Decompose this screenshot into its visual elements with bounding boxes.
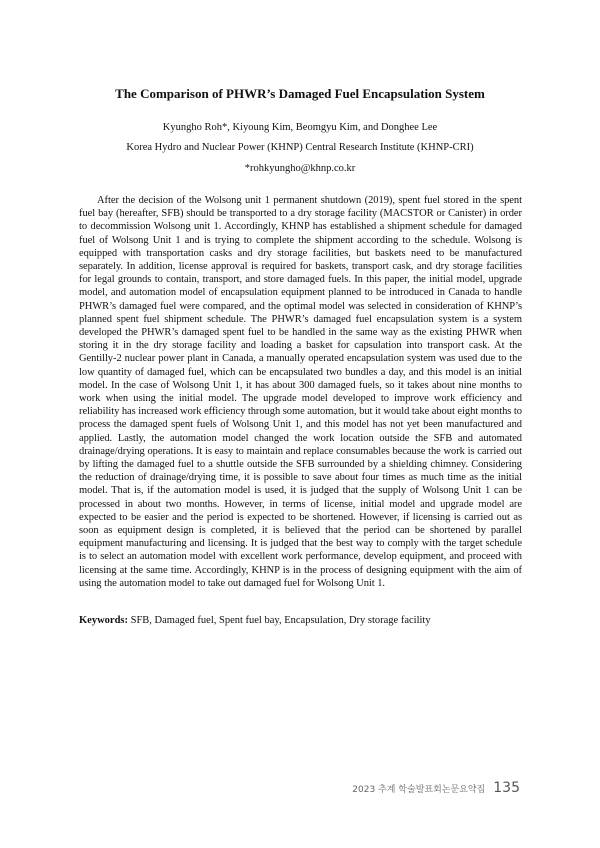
conference-name: 2023 추계 학술발표회논문요약집 xyxy=(352,785,486,795)
author-list: Kyungho Roh*, Kiyoung Kim, Beomgyu Kim, and Donghee Lee xyxy=(162,122,438,133)
paper-title: The Comparison of PHWR’s Damaged Fuel Encapsulation System xyxy=(115,86,485,101)
affiliation: Korea Hydro and Nuclear Power (KHNP) Central Research Institute (KHNP-CRI) xyxy=(126,142,474,154)
abstract-body: After the decision of the Wolsong unit 1 permanent shutdown (2019), spent fuel stored in the spent fuel bay (hereafter, SFB) should be transported to a dry storage facility (MACSTOR or Canister) in order to decommission Wolsong unit 1. Accordingly, KHNP has established a shipment schedule for damaged fuel of Wolsong Unit 1 and is trying to complete the shipment according to the schedule. Wolsong is equipped with transportation casks and dry storage facilities, but baskets need to be manufactured separately. In addition, license approval is required for baskets, transport cask, and dry storage facilities for legal grounds to contain, transport, and store damaged fuels. In this paper, the initial model, upgrade model, and automation model of encapsulation equipment planned to be introduced in Canada to handle PHWR’s damaged fuel were compared, and the optimal model was selected in consideration of KHNP’s planned spent fuel shipment schedule. The PHWR’s damaged fuel encapsulation system is a system developed the PHWR’s damaged spent fuel to be handled in the same way as the existing PHWR when storing it in the dry storage facility and loading a basket for capsulation into transport cask. At the Gentilly-2 nuclear power plant in Canada, a manually operated encapsulation system was used due to the low quantity of damaged fuel, which can be encapsulated two bundles a day, and this model is an initial model. In the case of Wolsong Unit 1, it has about 300 damaged fuels, so it takes about nine months to work when using the initial model. The upgrade model developed to improve work efficiency and reliability has increased work efficiency through some automation, but it would take about eight months to process the damaged spent fuels of Wolsong Unit 1, and this model has not yet been manufactured and applied. Lastly, the automation model changed the work location outside the SFB and automated drainage/drying operations. It is easy to maintain and replace consumables because the work is carried out by lifting the damaged fuel to a shuttle outside the SFB surrounded by a shielding chimney. Considering the reduction of drainage/drying time, it is possible to save about four times as much time as the initial model. That is, if the automation model is used, it is judged that the supply of Wolsong Unit 1 can be processed in about two months. However, in terms of license, initial model and upgrade model are expected to be easier and the period is expected to be shortened. However, if licensing is carried out as soon as equipment design is completed, it is believed that the period can be shortened by parallel equipment manufacturing and licensing. It is judged that the best way to comply with the target schedule is to select an automation model with excellent work performance, develop equipment, and proceed with licensing at the same time. Accordingly, KHNP is in the process of designing equipment with the aim of using the automation model to take out damaged fuel for Wolsong Unit 1. xyxy=(79,195,522,589)
keywords-line xyxy=(79,614,522,627)
author-block xyxy=(0,120,600,181)
keywords-list: SFB, Damaged fuel, Spent fuel bay, Encapsulation, Dry storage facility xyxy=(130,615,431,626)
author-email: *rohkyungho@khnp.co.kr xyxy=(244,162,356,174)
page-footer xyxy=(352,780,520,796)
page-number: 135 xyxy=(493,780,520,796)
keywords-label: Keywords: xyxy=(79,615,128,626)
